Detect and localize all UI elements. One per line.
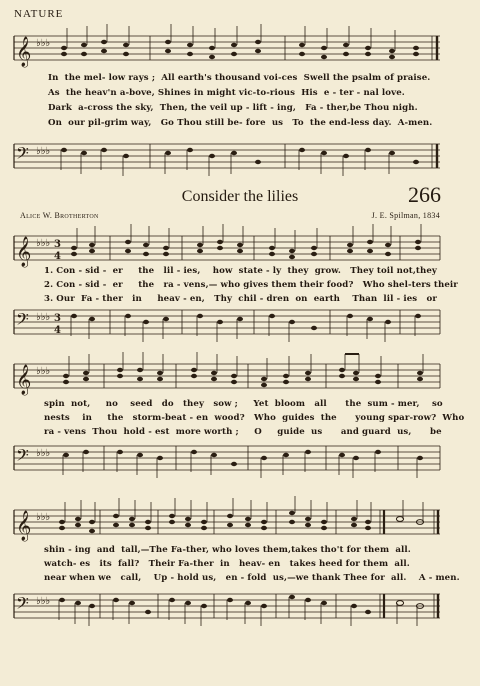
svg-text:♭♭♭: ♭♭♭ bbox=[36, 596, 51, 607]
hymn-number: 266 bbox=[408, 182, 441, 207]
system3-verse-1: shin - ing and tall,—The Fa-ther, who loves them,takes tho't for them all. bbox=[44, 545, 411, 555]
system1-verse-3: 3. Our Fa - ther in heav - en, Thy chil - dren on earth Than lil - ies or bbox=[44, 294, 437, 304]
author-credit: Alice W. Brotherton bbox=[20, 211, 99, 220]
prev-verse-4: On our pil-grim way, Go Thou still be- fore us To the end-less day. A-men. bbox=[48, 118, 433, 128]
svg-text:3: 3 bbox=[54, 313, 61, 324]
svg-text:3: 3 bbox=[54, 239, 61, 250]
svg-text:𝄢: 𝄢 bbox=[16, 143, 29, 167]
svg-text:𝄢: 𝄢 bbox=[16, 309, 29, 333]
svg-text:𝄞: 𝄞 bbox=[16, 37, 32, 67]
prev-verse-3: Dark a-cross the sky, Then, the veil up - lift - ing, Fa - ther,be Thou nigh. bbox=[48, 103, 418, 113]
system2-verse-3: ra - vens Thou hold - est more worth ; O guide us and guard us, be bbox=[44, 427, 442, 437]
svg-text:𝄢: 𝄢 bbox=[16, 445, 29, 469]
svg-text:𝄢: 𝄢 bbox=[16, 593, 29, 617]
system3-verse-3: near when we call, Up - hold us, en - fold us,—we thank Thee for all. A - men. bbox=[44, 573, 460, 583]
bass-staff-2 bbox=[0, 438, 480, 482]
section-label: NATURE bbox=[14, 8, 64, 20]
svg-text:♭♭♭: ♭♭♭ bbox=[36, 366, 51, 377]
treble-staff-2 bbox=[0, 350, 480, 406]
system3-verse-2: watch- es its fall? Their Fa-ther in heav- en takes heed for them all. bbox=[44, 559, 410, 569]
svg-text:♭♭♭: ♭♭♭ bbox=[36, 512, 51, 523]
system2-verse-2: nests in the storm-beat - en wood? Who guides the young spar-row? Who bbox=[44, 413, 465, 423]
svg-text:♭♭♭: ♭♭♭ bbox=[36, 448, 51, 459]
svg-text:♭♭♭: ♭♭♭ bbox=[36, 38, 51, 49]
prev-verse-2: As the heav'n a-bove, Shines in might vic-to-rious His e - ter - nal love. bbox=[48, 88, 405, 98]
bass-staff-3 bbox=[0, 584, 480, 634]
svg-text:♭♭♭: ♭♭♭ bbox=[36, 146, 51, 157]
svg-text:𝄞: 𝄞 bbox=[16, 365, 32, 395]
system2-verse-1: spin not, no seed do they sow ; Yet bloom all the sum - mer, so bbox=[44, 399, 443, 409]
svg-text:4: 4 bbox=[54, 325, 61, 336]
svg-text:𝄞: 𝄞 bbox=[16, 511, 32, 541]
svg-text:4: 4 bbox=[54, 251, 61, 262]
svg-text:♭♭♭: ♭♭♭ bbox=[36, 238, 51, 249]
system1-verse-1: 1. Con - sid - er the lil - ies, how state - ly they grow. They toil not,they bbox=[44, 266, 438, 276]
composer-credit: J. E. Spilman, 1834 bbox=[371, 211, 440, 220]
svg-text:♭♭♭: ♭♭♭ bbox=[36, 312, 51, 323]
bass-staff-1 bbox=[0, 302, 480, 346]
treble-staff-3 bbox=[0, 492, 480, 552]
system1-verse-2: 2. Con - sid - er the ra - vens,— who gives them their food? Who shel-ters their bbox=[44, 280, 458, 290]
bass-staff-prev bbox=[0, 134, 480, 184]
prev-verse-1: In the mel- low rays ; All earth's thousand voi-ces Swell the psalm of praise. bbox=[48, 73, 431, 83]
svg-text:𝄞: 𝄞 bbox=[16, 237, 32, 267]
hymn-title: Consider the lilies bbox=[181, 188, 299, 205]
